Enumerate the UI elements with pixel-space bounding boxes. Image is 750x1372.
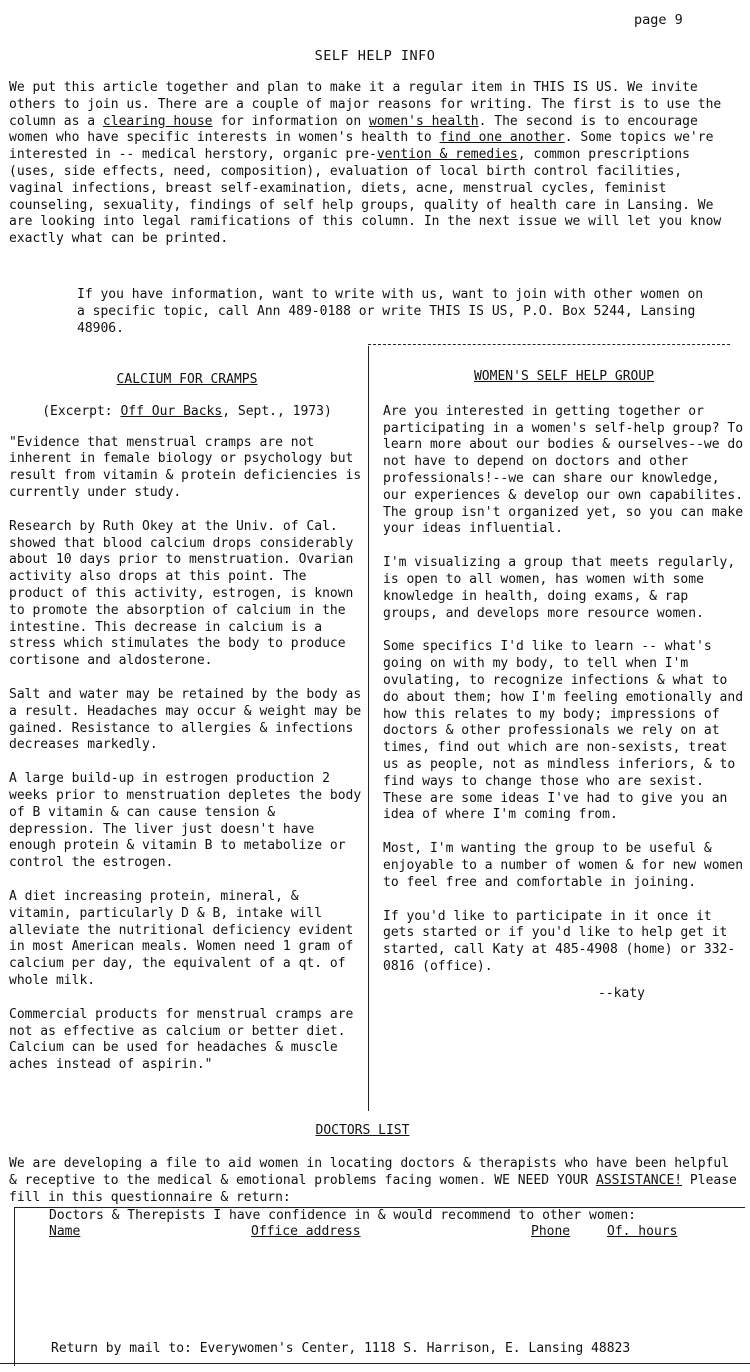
find-one-another-phrase: find one another xyxy=(439,130,565,146)
calcium-paragraph: A large build-up in estrogen production 2 weeks prior to menstruation depletes the body of B vitamin & can cause tension & depression. The liver just doesn't have enough protein & vitamin B to metabolize or control the estrogen. xyxy=(9,771,362,871)
self-help-group-heading: WOMEN'S SELF HELP GROUP xyxy=(473,369,654,384)
doctors-intro-text: We are developing a file to aid women in locating doctors & therapists who have been helpful & receptive to the medical & emotional problems facing women. WE NEED YOUR xyxy=(9,1156,730,1188)
office-hours-column-header: Of. hours xyxy=(607,1224,678,1239)
self-help-group-article xyxy=(383,369,745,1003)
calcium-paragraph: Research by Ruth Okey at the Univ. of Cal. showed that blood calcium drops considerably about 10 days prior to menstruation. Ovarian activity also drops at this point. The product of this activity, estrogen, is known to promote the absorption of calcium in the intestine. This decrease in calcium is a stress which stimulates the body to produce cortisone and aldosterone. xyxy=(9,518,354,669)
return-address: Return by mail to: Everywomen's Center, 1118 S. Harrison, E. Lansing 48823 xyxy=(51,1341,631,1356)
form-bottom-rule xyxy=(0,1363,750,1364)
calcium-heading: CALCIUM FOR CRAMPS xyxy=(116,372,258,387)
group-paragraph: Some specifics I'd like to learn -- what's going on with my body, to tell when I'm ovulating, to recognize infections & what to do about them; how I'm feeling emotionally and how this relates to my body; impressions of doctors & other professionals we rely on at times, find out which are non-sexists, treat us as people, not as mindless inferiors, & to find ways to change those who are sexist. These are some ideas I've had to give you an idea of where I'm coming from. xyxy=(383,639,744,823)
doctors-intro-text: Please fill in this questionnaire & return: xyxy=(9,1172,737,1205)
form-title: Doctors & Therepists I have confidence in & would recommend to other women: xyxy=(49,1208,636,1223)
phone-column-header: Phone xyxy=(531,1224,571,1239)
doctors-list-heading: DOCTORS LIST xyxy=(315,1123,410,1138)
contact-paragraph: If you have information, want to write with us, want to join with other women on a specific topic, call Ann 489-0188 or write THIS IS US, P.O. Box 5244, Lansing 48906. xyxy=(77,287,704,336)
column-divider xyxy=(368,346,369,1111)
intro-text: We put this article together and plan to make it a regular item in THIS IS US. We invite others to join us. There are a couple of major reasons for writing. The first is to use the column as a xyxy=(9,80,722,129)
signature: --katy xyxy=(598,985,645,1001)
office-address-column-header: Office address xyxy=(251,1224,361,1239)
intro-text: for information on xyxy=(212,113,370,129)
group-paragraph: Most, I'm wanting the group to be useful & enjoyable to a number of women & for new women to feel free and comfortable in joining. xyxy=(383,841,744,890)
group-paragraph: Are you interested in getting together or participating in a women's self-help group? To learn more about our bodies & ourselves--we do not have to depend on doctors and other professionals!--we can share our knowledge, our experiences & develop our own capabilites. The group isn't organized yet, so you can make your ideas influential. xyxy=(383,403,744,537)
doctors-intro xyxy=(9,1156,739,1206)
intro-paragraph xyxy=(9,80,739,248)
excerpt-prefix: (Excerpt: xyxy=(42,403,121,419)
name-column-header: Name xyxy=(49,1224,81,1239)
group-paragraph: I'm visualizing a group that meets regularly, is open to all women, has women with some knowledge in health, doing exams, & rap groups, and develops more resource women. xyxy=(383,555,736,621)
group-paragraph: If you'd like to participate in it once it gets started or if you'd like to help get it started, call Katy at 485-4908 (home) or 332-0816 (office). xyxy=(383,908,736,974)
page-title: SELF HELP INFO xyxy=(314,48,436,64)
calcium-article xyxy=(9,372,365,1091)
calcium-paragraph: "Evidence that menstrual cramps are not inherent in female biology or psychology but result from vitamin & protein deficiencies is currently under study. xyxy=(9,434,362,500)
excerpt-source: Off Our Backs xyxy=(120,403,223,419)
assistance-phrase: ASSISTANCE! xyxy=(596,1172,683,1188)
womens-health-phrase: women's health xyxy=(369,113,479,129)
excerpt-suffix: , Sept., 1973) xyxy=(222,403,332,419)
intro-text: , common prescriptions (uses, side effects, need, composition), evaluation of local birth control facilities, vaginal infections, breast self-examination, diets, acne, menstrual cycles, feminist counseling, sexuality, findings of self help groups, quality of health care in Lansing. We are looking into legal ramifications of this column. In the next issue we will let you know exactly what can be printed. xyxy=(9,147,722,247)
intro-text: . Some topics we're interested in -- medical herstory, organic pre- xyxy=(9,130,714,163)
calcium-paragraph: A diet increasing protein, mineral, & vitamin, particularly D & B, intake will alleviate the nutritional deficiency evident in most American meals. Women need 1 gram of calcium per day, the equivalent of a qt. of whole milk. xyxy=(9,888,354,988)
intro-text: . The second is to encourage women who have specific interests in women's health to xyxy=(9,113,698,146)
excerpt-line xyxy=(9,404,365,421)
calcium-paragraph: Salt and water may be retained by the body as a result. Headaches may occur & weight may be gained. Resistance to allergies & infections decreases markedly. xyxy=(9,686,362,753)
clearing-house-phrase: clearing house xyxy=(102,113,213,129)
vention-remedies-phrase: vention & remedies xyxy=(376,147,518,163)
dashed-divider xyxy=(368,344,730,345)
calcium-paragraph: Commercial products for menstrual cramps are not as effective as calcium or better diet. Calcium can be used for headaches & muscle aches instead of aspirin." xyxy=(9,1006,354,1073)
page-number: page 9 xyxy=(634,12,683,28)
questionnaire-form xyxy=(14,1207,745,1366)
